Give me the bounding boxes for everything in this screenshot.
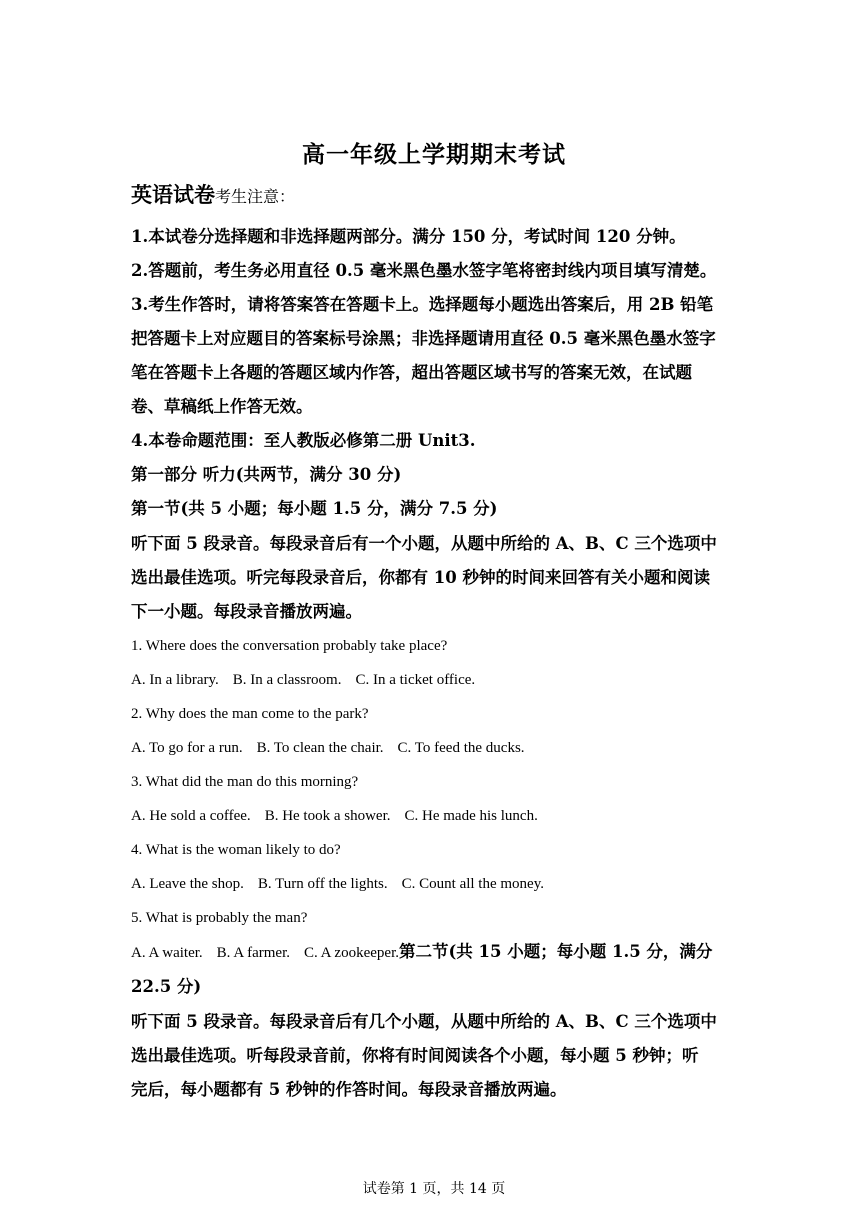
question-4-options <box>131 874 544 894</box>
question-4: 4. What is the woman likely to do? <box>131 842 341 858</box>
option-b: B. To clean the chair. <box>256 740 384 756</box>
subject-label: 英语试卷 <box>131 182 215 207</box>
question-2-options <box>131 738 525 758</box>
option-b: B. In a classroom. <box>232 672 342 688</box>
question-1: 1. Where does the conversation probably take place? <box>131 638 448 654</box>
option-a: A. Leave the shop. <box>131 876 244 892</box>
option-a: A. A waiter. <box>131 945 203 961</box>
instruction-3b: 把答题卡上对应题目的答案标号涂黑；非选择题请用直径 0.5 毫米黑色墨水签字 <box>131 329 716 348</box>
instruction-3c: 笔在答题卡上各题的答题区域内作答，超出答题区域书写的答案无效，在试题 <box>131 363 692 382</box>
instruction-1: 1.本试卷分选择题和非选择题两部分。满分 150 分，考试时间 120 分钟。 <box>131 227 686 246</box>
option-b: B. A farmer. <box>216 945 290 961</box>
section1-directions-3: 下一小题。每段录音播放两遍。 <box>131 602 362 621</box>
exam-title: 高一年级上学期期末考试 <box>302 141 566 168</box>
instruction-3a: 3.考生作答时，请将答案答在答题卡上。选择题每小题选出答案后，用 2B 铅笔 <box>131 295 714 314</box>
section1-directions-2: 选出最佳选项。听完每段录音后，你都有 10 秒钟的时间来回答有关小题和阅读 <box>131 568 710 587</box>
option-c: C. In a ticket office. <box>355 672 476 688</box>
section2-directions-2: 选出最佳选项。听每段录音前，你将有时间阅读各个小题，每小题 5 秒钟；听 <box>131 1046 699 1065</box>
question-5-options <box>131 942 712 963</box>
page-footer: 试卷第 1 页，共 14 页 <box>362 1181 506 1197</box>
section1-directions-1: 听下面 5 段录音。每段录音后有一个小题，从题中所给的 A、B、C 三个选项中 <box>131 534 717 553</box>
section2-heading-cont: 22.5 分) <box>131 977 202 996</box>
instruction-4: 4.本卷命题范围：至人教版必修第二册 Unit3. <box>131 431 476 450</box>
option-a: A. To go for a run. <box>131 740 243 756</box>
option-b: B. He took a shower. <box>264 808 391 824</box>
section2-directions-3: 完后，每小题都有 5 秒钟的作答时间。每段录音播放两遍。 <box>131 1080 567 1099</box>
instruction-3d: 卷、草稿纸上作答无效。 <box>131 397 313 416</box>
subject-line <box>131 184 771 208</box>
instruction-2: 2.答题前，考生务必用直径 0.5 毫米黑色墨水签字笔将密封线内项目填写清楚。 <box>131 261 717 280</box>
question-2: 2. Why does the man come to the park? <box>131 706 369 722</box>
section2-heading: 第二节(共 15 小题；每小题 1.5 分，满分 <box>398 942 713 961</box>
question-3-options <box>131 806 538 826</box>
question-1-options <box>131 670 475 690</box>
option-a: A. He sold a coffee. <box>131 808 251 824</box>
section1-heading: 第一节(共 5 小题；每小题 1.5 分，满分 7.5 分) <box>131 499 498 518</box>
option-c: C. He made his lunch. <box>404 808 538 824</box>
option-c: C. To feed the ducks. <box>397 740 525 756</box>
option-c: C. A zookeeper. <box>304 945 399 961</box>
part1-heading: 第一部分 听力(共两节，满分 30 分) <box>131 465 402 484</box>
option-a: A. In a library. <box>131 672 219 688</box>
option-c: C. Count all the money. <box>401 876 544 892</box>
question-3: 3. What did the man do this morning? <box>131 774 359 790</box>
section2-directions-1: 听下面 5 段录音。每段录音后有几个小题，从题中所给的 A、B、C 三个选项中 <box>131 1012 717 1031</box>
question-5: 5. What is probably the man? <box>131 910 308 926</box>
notice-label: 考生注意： <box>215 187 296 206</box>
option-b: B. Turn off the lights. <box>257 876 388 892</box>
